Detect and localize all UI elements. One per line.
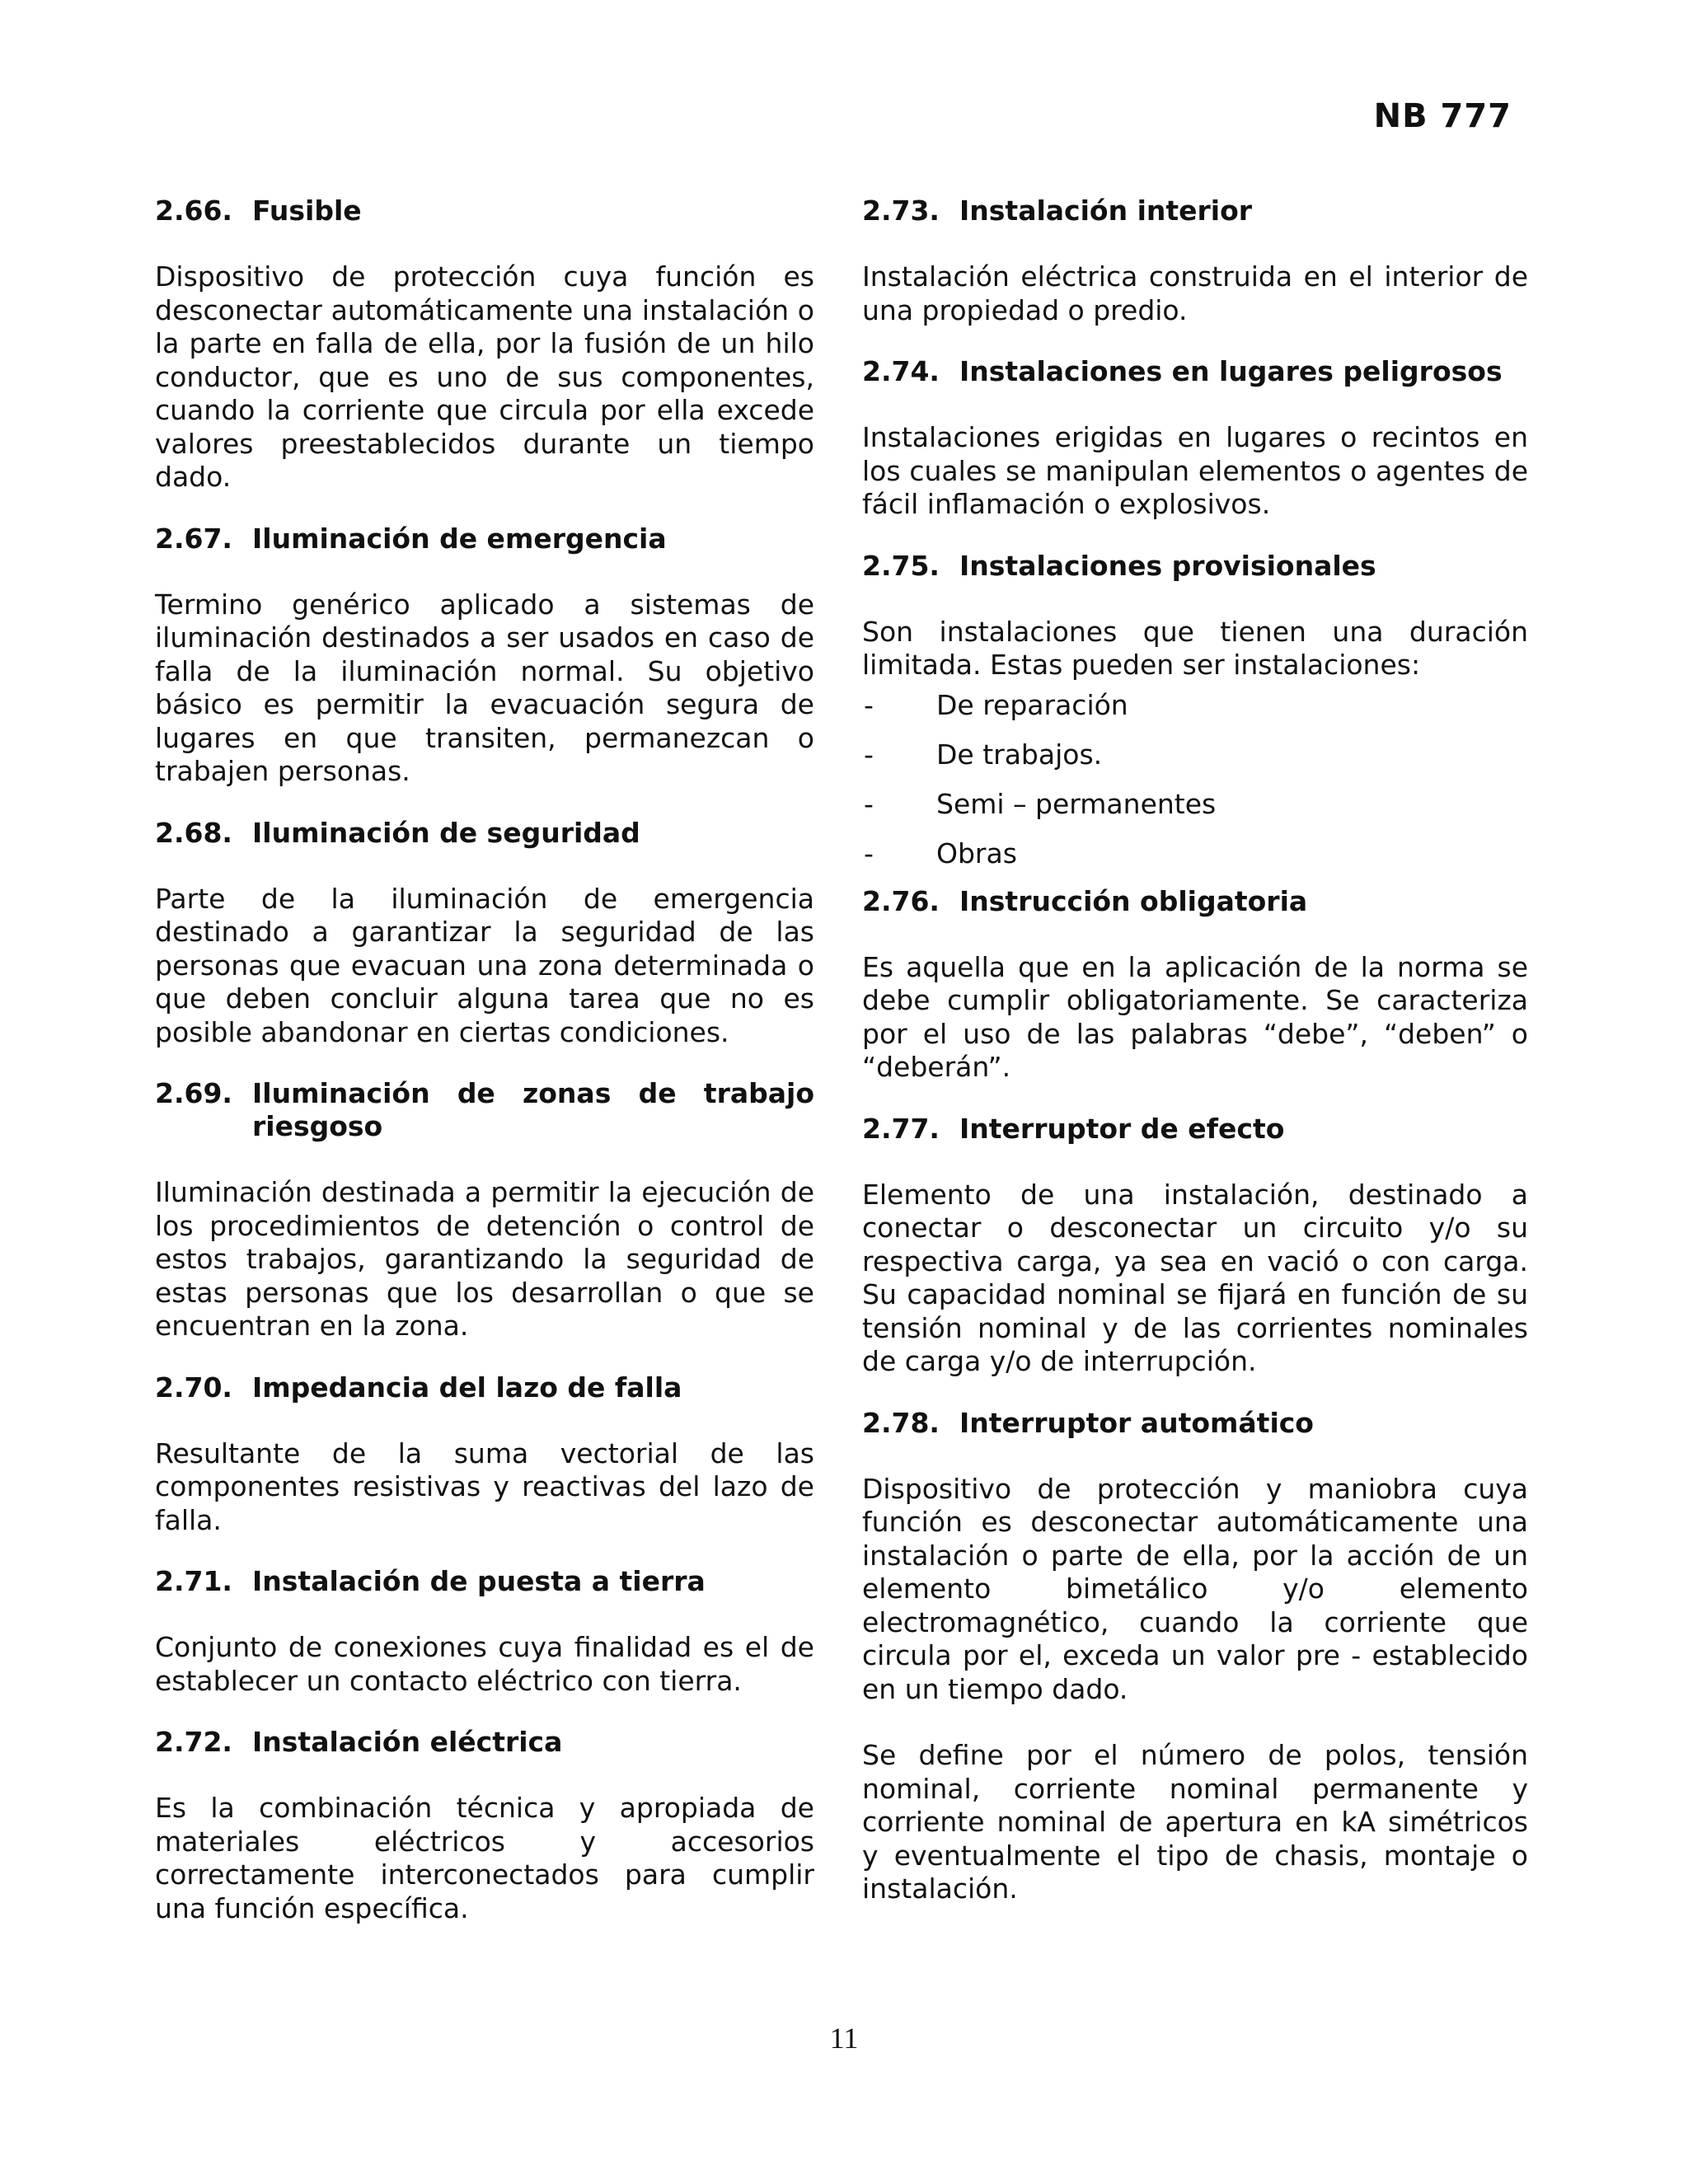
section-title: Instalaciones provisionales [959, 549, 1376, 582]
section-number: 2.72. [155, 1726, 232, 1758]
section-number: 2.66. [155, 194, 232, 227]
section-title: Interruptor de efecto [959, 1112, 1285, 1145]
section-number: 2.69. [155, 1077, 232, 1109]
list-item [862, 689, 1528, 722]
section-title: Instrucción obligatoria [959, 884, 1308, 917]
section-number: 2.70. [155, 1371, 232, 1404]
section-heading [862, 355, 1528, 388]
section-title: Iluminación de seguridad [252, 816, 640, 849]
section-number: 2.75. [862, 549, 940, 582]
list-marker: - [864, 837, 874, 869]
section-title: Impedancia del lazo de falla [252, 1371, 682, 1404]
section-paragraph: Instalaciones erigidas en lugares o recintos en los cuales se manipulan elementos o agentes de fácil inflamación o explosivos. [862, 421, 1528, 520]
section-heading [862, 1407, 1528, 1440]
section-number: 2.67. [155, 522, 232, 555]
list-item-text: Semi – permanentes [936, 787, 1217, 820]
section-2-77 [862, 1113, 1528, 1379]
section-number: 2.74. [862, 355, 940, 387]
section-title: Instalación interior [959, 194, 1253, 227]
section-paragraph: Parte de la iluminación de emergencia destinado a garantizar la seguridad de las personas que evacuan una zona determinada o que deben concluir alguna tarea que no es posible abandonar en ciertas condiciones. [155, 882, 814, 1048]
section-number: 2.73. [862, 194, 940, 227]
section-paragraph: Son instalaciones que tienen una duración limitada. Estas pueden ser instalaciones: [862, 615, 1528, 681]
section-title: Iluminación de zonas de trabajo riesgoso [252, 1077, 814, 1142]
section-2-73 [862, 194, 1528, 327]
list-item [862, 837, 1528, 870]
list-item-text: Obras [936, 837, 1017, 869]
section-paragraph: Es aquella que en la aplicación de la norma se debe cumplir obligatoriamente. Se caracteriza por el uso de las palabras “debe”, “deben” o “deberán”. [862, 950, 1528, 1083]
list-item [862, 738, 1528, 771]
section-title: Interruptor automático [959, 1406, 1314, 1439]
section-number: 2.76. [862, 884, 940, 917]
section-2-66 [155, 194, 814, 494]
section-heading [862, 550, 1528, 583]
section-heading [155, 1371, 814, 1404]
section-2-68 [155, 817, 814, 1050]
section-heading [155, 1726, 814, 1759]
section-2-71 [155, 1565, 814, 1698]
list-marker: - [864, 787, 874, 820]
section-2-69 [155, 1077, 814, 1343]
bullet-list [862, 689, 1528, 870]
page-number: 11 [829, 2022, 859, 2055]
section-2-74 [862, 355, 1528, 522]
section-2-78 [862, 1407, 1528, 1906]
section-title: Fusible [252, 194, 362, 227]
section-paragraph: Resultante de la suma vectorial de las componentes resistivas y reactivas del lazo de falla. [155, 1436, 814, 1536]
section-paragraph: Dispositivo de protección y maniobra cuya función es desconectar automáticamente una instalación o parte de ella, por la acción de un elemento bimetálico y/o elemento electromagnético, cuando la corriente que circula por el, exceda un valor pre - establecido en un tiempo dado. [862, 1472, 1528, 1705]
section-title: Instalación de puesta a tierra [252, 1565, 706, 1597]
left-column [155, 194, 814, 1953]
section-paragraph: Termino genérico aplicado a sistemas de iluminación destinados a ser usados en caso de falla de la iluminación normal. Su objetivo básico es permitir la evacuación segura de lugares en que transiten, permanezcan o trabajen personas. [155, 588, 814, 787]
section-2-75 [862, 550, 1528, 870]
section-number: 2.77. [862, 1112, 940, 1145]
section-2-72 [155, 1726, 814, 1925]
section-2-70 [155, 1371, 814, 1538]
section-2-67 [155, 523, 814, 789]
section-paragraph: Dispositivo de protección cuya función es desconectar automáticamente una instalación o la parte en falla de ella, por la fusión de un hilo conductor, que es uno de sus componentes, cuando la corriente que circula por ella excede valores preestablecidos durante un tiempo dado. [155, 260, 814, 493]
section-paragraph: Conjunto de conexiones cuya finalidad es el de establecer un contacto eléctrico con tierra. [155, 1631, 814, 1697]
section-heading [155, 1565, 814, 1598]
section-paragraph: Instalación eléctrica construida en el interior de una propiedad o predio. [862, 260, 1528, 326]
section-number: 2.71. [155, 1565, 232, 1597]
section-heading [155, 194, 814, 227]
section-2-76 [862, 885, 1528, 1085]
section-title: Instalaciones en lugares peligrosos [959, 355, 1503, 387]
list-marker: - [864, 688, 874, 721]
section-paragraph: Elemento de una instalación, destinado a conectar o desconectar un circuito y/o su respectiva carga, ya sea en vació o con carga. Su capacidad nominal se fijará en función de su tensión nominal y de las corrientes nominales de carga y/o de interrupción. [862, 1178, 1528, 1377]
section-title: Iluminación de emergencia [252, 522, 667, 555]
list-item-text: De trabajos. [936, 738, 1103, 771]
section-paragraph: Es la combinación técnica y apropiada de materiales eléctricos y accesorios correctamente interconectados para cumplir una función específica. [155, 1792, 814, 1924]
section-title: Instalación eléctrica [252, 1726, 563, 1758]
list-item-text: De reparación [936, 688, 1128, 721]
section-heading [862, 1113, 1528, 1146]
list-item [862, 788, 1528, 821]
document-code: NB 777 [1373, 97, 1512, 135]
section-paragraph: Se define por el número de polos, tensión nominal, corriente nominal permanente y corriente nominal de apertura en kA simétricos y eventualmente el tipo de chasis, montaje o instalación. [862, 1739, 1528, 1905]
section-heading [155, 523, 814, 555]
section-heading [862, 194, 1528, 227]
right-column [862, 194, 1528, 1934]
section-number: 2.78. [862, 1406, 940, 1439]
list-marker: - [864, 738, 874, 771]
section-number: 2.68. [155, 816, 232, 849]
section-heading [155, 1077, 814, 1143]
section-paragraph: Iluminación destinada a permitir la ejecución de los procedimientos de detención o control de estos trabajos, garantizando la seguridad de estas personas que los desarrollan o que se encuentran en la zona. [155, 1176, 814, 1342]
section-heading [862, 885, 1528, 918]
section-heading [155, 817, 814, 850]
